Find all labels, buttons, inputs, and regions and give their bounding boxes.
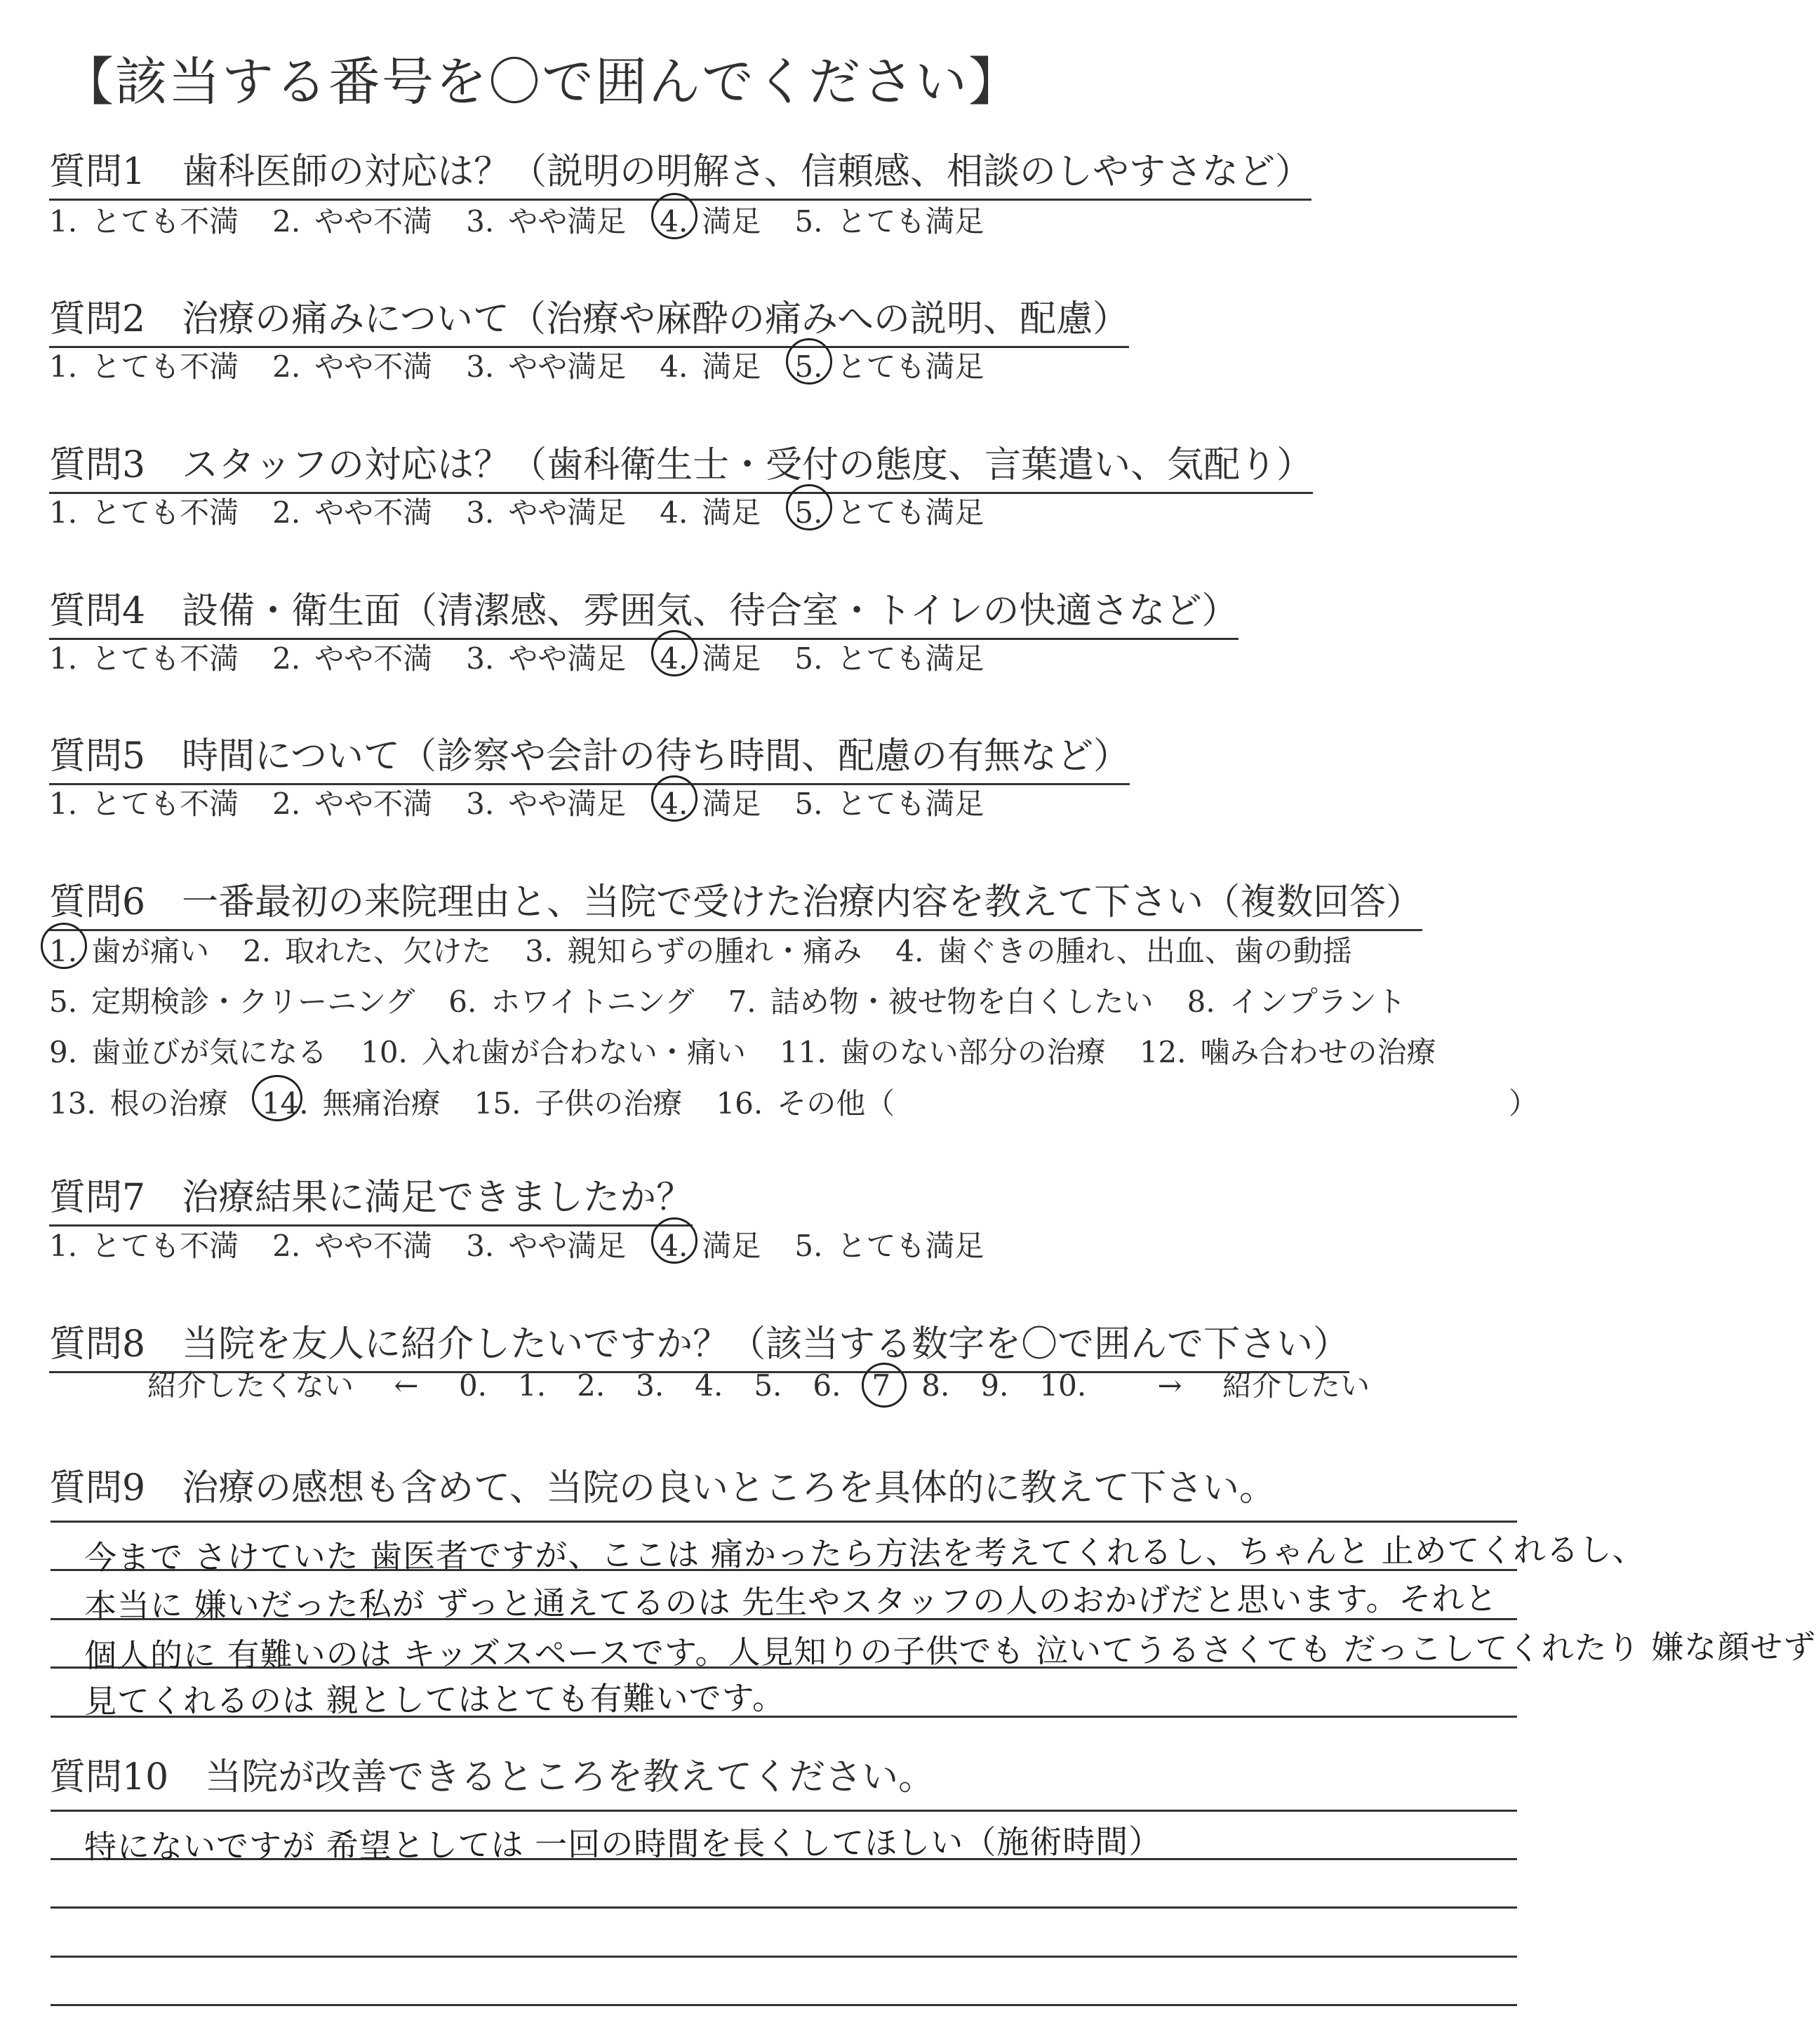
option-5[interactable] bbox=[794, 636, 984, 678]
option-number: 4. bbox=[660, 1229, 688, 1263]
scale-number[interactable]: 2. bbox=[577, 1368, 606, 1403]
q6-option-3[interactable] bbox=[525, 928, 862, 970]
option-number: 5. bbox=[794, 349, 823, 384]
q6-option-10[interactable] bbox=[361, 1029, 746, 1071]
scale-right-label: 紹介したい bbox=[1222, 1368, 1370, 1403]
option-number: 3. bbox=[466, 787, 495, 821]
option-number: 2. bbox=[272, 641, 301, 676]
option-label: 噛み合わせの治療 bbox=[1200, 1035, 1436, 1069]
option-label: とても満足 bbox=[836, 349, 984, 384]
q6-option-5[interactable] bbox=[49, 979, 415, 1021]
question-6-other-close: ） bbox=[1509, 1086, 1539, 1121]
option-number: 2. bbox=[243, 934, 272, 968]
option-5[interactable] bbox=[794, 344, 984, 386]
option-label: 満足 bbox=[702, 204, 761, 239]
option-1[interactable] bbox=[49, 781, 239, 823]
option-label: 満足 bbox=[702, 641, 761, 676]
option-label: インプラント bbox=[1229, 984, 1406, 1019]
option-label: とても不満 bbox=[91, 641, 239, 676]
option-3[interactable] bbox=[466, 781, 626, 823]
option-label: 歯ぐきの腫れ、出血、歯の動揺 bbox=[937, 934, 1352, 968]
scale-number[interactable]: 5. bbox=[754, 1368, 782, 1403]
scale-number[interactable]: 0. bbox=[458, 1368, 488, 1403]
option-number: 1. bbox=[49, 204, 78, 239]
option-number: 5. bbox=[794, 495, 823, 530]
option-number: 1. bbox=[49, 934, 78, 968]
option-number: 5. bbox=[794, 1229, 823, 1263]
option-label: やや満足 bbox=[508, 1229, 627, 1263]
option-label: 詰め物・被せ物を白くしたい bbox=[770, 984, 1154, 1019]
option-label: やや不満 bbox=[314, 204, 433, 239]
option-label: 親知らずの腫れ・痛み bbox=[567, 934, 862, 968]
option-number: 1. bbox=[49, 495, 78, 530]
option-label: 入れ歯が合わない・痛い bbox=[421, 1035, 746, 1069]
option-number: 12. bbox=[1139, 1035, 1187, 1069]
option-label: 根の治療 bbox=[109, 1086, 228, 1121]
option-number: 2. bbox=[272, 349, 301, 384]
q6-option-4[interactable] bbox=[895, 928, 1352, 970]
q6-option-6[interactable] bbox=[448, 979, 694, 1021]
q6-option-1[interactable] bbox=[49, 928, 209, 970]
option-number: 6. bbox=[448, 984, 477, 1019]
option-4[interactable] bbox=[660, 636, 761, 678]
option-number: 5. bbox=[794, 641, 823, 676]
option-label: 取れた、欠けた bbox=[285, 934, 492, 968]
option-label: とても不満 bbox=[91, 1229, 239, 1263]
q6-option-2[interactable] bbox=[243, 928, 491, 970]
question-8-title: 質問8 当院を友人に紹介したいですか？（該当する数字を〇で囲んで下さい） bbox=[49, 1314, 1349, 1373]
question-3-options bbox=[49, 490, 1017, 532]
option-2[interactable] bbox=[272, 781, 432, 823]
option-label: とても満足 bbox=[836, 787, 984, 821]
option-number: 3. bbox=[466, 204, 495, 239]
option-label: とても不満 bbox=[91, 349, 239, 384]
option-number: 8. bbox=[1187, 984, 1215, 1019]
option-label: 満足 bbox=[702, 787, 761, 821]
option-number: 1. bbox=[49, 641, 78, 676]
q6-option-12[interactable] bbox=[1140, 1029, 1436, 1071]
q6-option-16[interactable] bbox=[716, 1081, 895, 1123]
option-4[interactable] bbox=[660, 1223, 761, 1265]
option-label: やや満足 bbox=[508, 204, 627, 239]
option-number: 1. bbox=[49, 787, 78, 821]
option-number: 3. bbox=[466, 1229, 495, 1263]
option-label: 満足 bbox=[702, 1229, 761, 1263]
option-2[interactable] bbox=[272, 636, 432, 678]
q6-option-14[interactable] bbox=[262, 1081, 441, 1123]
scale-number[interactable]: 10. bbox=[1039, 1368, 1087, 1403]
option-number: 4. bbox=[895, 934, 924, 968]
option-label: やや満足 bbox=[508, 495, 627, 530]
option-1[interactable] bbox=[49, 490, 239, 532]
question-6-row-4 bbox=[49, 1081, 928, 1123]
q9-answer-line-1: 今まで さけていた 歯医者ですが、ここは 痛かったら方法を考えてくれるし、ちゃんと 止めてくれるし、 bbox=[84, 1530, 1645, 1577]
q6-option-7[interactable] bbox=[728, 979, 1154, 1021]
option-label: その他（ bbox=[777, 1086, 895, 1121]
option-3[interactable] bbox=[466, 344, 626, 386]
question-4-options bbox=[49, 636, 1017, 678]
q9-answer-line-4: 見てくれるのは 親としてはとても有難いです。 bbox=[84, 1678, 786, 1721]
option-number: 15. bbox=[474, 1086, 521, 1121]
question-10-title: 質問10 当院が改善できるところを教えてください。 bbox=[49, 1756, 935, 1798]
q9-answer-line-3: 個人的に 有難いのは キッズスペースです。人見知りの子供でも 泣いてうるさくても だっこしてくれたり 嫌な顔せず bbox=[84, 1627, 1816, 1675]
question-2-options bbox=[49, 344, 1017, 386]
scale-number[interactable]: 1. bbox=[518, 1368, 547, 1403]
question-1-title: 質問1 歯科医師の対応は？（説明の明解さ、信頼感、相談のしやすさなど） bbox=[49, 142, 1311, 201]
option-label: やや満足 bbox=[508, 641, 627, 676]
question-5-title: 質問5 時間について（診察や会計の待ち時間、配慮の有無など） bbox=[49, 726, 1130, 785]
option-2[interactable] bbox=[272, 199, 432, 241]
option-label: 歯が痛い bbox=[91, 934, 210, 968]
option-number: 1. bbox=[49, 349, 78, 384]
option-label: やや満足 bbox=[508, 787, 627, 821]
question-6-row-2 bbox=[49, 979, 1440, 1021]
option-number: 2. bbox=[272, 204, 301, 239]
option-number: 4. bbox=[660, 204, 688, 239]
option-5[interactable] bbox=[794, 1223, 984, 1265]
option-label: とても不満 bbox=[91, 204, 239, 239]
option-4[interactable] bbox=[660, 344, 761, 386]
scale-numbers bbox=[459, 1368, 1117, 1403]
question-4-title: 質問4 設備・衛生面（清潔感、雰囲気、待合室・トイレの快適さなど） bbox=[49, 581, 1239, 640]
option-label: 歯のない部分の治療 bbox=[840, 1035, 1106, 1069]
option-number: 4. bbox=[660, 349, 688, 384]
option-2[interactable] bbox=[272, 1223, 432, 1265]
option-4[interactable] bbox=[660, 781, 761, 823]
option-label: 歯並びが気になる bbox=[91, 1035, 328, 1069]
scale-number[interactable]: 6. bbox=[813, 1368, 841, 1403]
scale-number[interactable]: 3. bbox=[636, 1368, 665, 1403]
answer-rule bbox=[51, 1956, 1517, 1958]
option-2[interactable] bbox=[272, 344, 432, 386]
answer-rule bbox=[51, 2004, 1517, 2006]
option-label: やや不満 bbox=[314, 349, 433, 384]
question-7-options bbox=[49, 1223, 1017, 1265]
question-2-title: 質問2 治療の痛みについて（治療や麻酔の痛みへの説明、配慮） bbox=[49, 289, 1129, 348]
q9-answer-line-2: 本当に 嫌いだった私が ずっと通えてるのは 先生やスタッフの人のおかげだと思います。それと bbox=[84, 1579, 1498, 1625]
option-number: 10. bbox=[361, 1035, 408, 1069]
option-number: 2. bbox=[272, 1229, 301, 1263]
option-number: 3. bbox=[466, 349, 495, 384]
option-number: 14. bbox=[261, 1086, 309, 1121]
option-number: 9. bbox=[49, 1035, 78, 1069]
question-6-row-1 bbox=[49, 928, 1386, 970]
scale-left-arrow: ← bbox=[394, 1368, 419, 1403]
option-1[interactable] bbox=[49, 344, 239, 386]
option-label: とても満足 bbox=[836, 204, 984, 239]
option-label: やや満足 bbox=[508, 349, 627, 384]
option-label: とても満足 bbox=[836, 641, 984, 676]
option-number: 5. bbox=[49, 984, 78, 1019]
question-8-scale bbox=[147, 1363, 1401, 1405]
option-number: 5. bbox=[794, 204, 823, 239]
option-4[interactable] bbox=[660, 199, 761, 241]
q6-option-15[interactable] bbox=[474, 1081, 683, 1123]
option-1[interactable] bbox=[49, 1223, 239, 1265]
option-1[interactable] bbox=[49, 199, 239, 241]
option-label: やや不満 bbox=[314, 787, 433, 821]
q6-option-8[interactable] bbox=[1187, 979, 1406, 1021]
scale-number[interactable]: 7 bbox=[872, 1368, 891, 1403]
option-5[interactable] bbox=[794, 781, 984, 823]
scale-number[interactable]: 4. bbox=[695, 1368, 723, 1403]
option-4[interactable] bbox=[660, 490, 761, 532]
question-5-options bbox=[49, 781, 1017, 823]
q6-option-9[interactable] bbox=[49, 1029, 327, 1071]
option-number: 2. bbox=[272, 787, 301, 821]
option-number: 11. bbox=[779, 1035, 827, 1069]
option-label: ホワイトニング bbox=[490, 984, 695, 1019]
option-3[interactable] bbox=[466, 199, 626, 241]
option-number: 4. bbox=[660, 787, 688, 821]
option-number: 4. bbox=[660, 495, 688, 530]
option-label: 子供の治療 bbox=[535, 1086, 683, 1121]
q10-answer-line-1: 特にないですが 希望としては 一回の時間を長くしてほしい（施術時間） bbox=[84, 1822, 1162, 1866]
option-number: 3. bbox=[525, 934, 554, 968]
option-label: やや不満 bbox=[314, 1229, 433, 1263]
scale-left-label: 紹介したくない bbox=[147, 1368, 354, 1403]
option-number: 1. bbox=[49, 1229, 78, 1263]
answer-rule bbox=[51, 1521, 1517, 1523]
option-number: 4. bbox=[660, 641, 688, 676]
option-label: とても満足 bbox=[836, 495, 984, 530]
option-3[interactable] bbox=[466, 490, 626, 532]
option-2[interactable] bbox=[272, 490, 432, 532]
option-label: 無痛治療 bbox=[322, 1086, 441, 1121]
option-label: とても不満 bbox=[91, 495, 239, 530]
option-label: やや不満 bbox=[314, 641, 433, 676]
option-3[interactable] bbox=[466, 636, 626, 678]
option-number: 2. bbox=[272, 495, 301, 530]
scale-number[interactable]: 8. bbox=[921, 1368, 950, 1403]
option-3[interactable] bbox=[466, 1223, 626, 1265]
answer-rule bbox=[51, 1810, 1517, 1812]
option-number: 3. bbox=[466, 495, 495, 530]
scale-number[interactable]: 9. bbox=[980, 1368, 1009, 1403]
header-instruction: 【該当する番号を〇で囲んでください】 bbox=[62, 52, 1022, 112]
option-number: 7. bbox=[728, 984, 756, 1019]
option-number: 16. bbox=[716, 1086, 763, 1121]
question-9-title: 質問9 治療の感想も含めて、当院の良いところを具体的に教えて下さい。 bbox=[49, 1467, 1276, 1509]
question-7-title: 質問7 治療結果に満足できましたか？ bbox=[49, 1168, 693, 1227]
question-6-title: 質問6 一番最初の来院理由と、当院で受けた治療内容を教えて下さい（複数回答） bbox=[49, 872, 1422, 931]
option-label: 満足 bbox=[702, 349, 761, 384]
answer-rule bbox=[51, 1906, 1517, 1909]
q6-option-13[interactable] bbox=[49, 1081, 228, 1123]
question-1-options bbox=[49, 199, 1017, 241]
option-label: 満足 bbox=[702, 495, 761, 530]
question-3-title: 質問3 スタッフの対応は？（歯科衛生士・受付の態度、言葉遣い、気配り） bbox=[49, 435, 1313, 494]
option-number: 3. bbox=[466, 641, 495, 676]
option-label: とても満足 bbox=[836, 1229, 984, 1263]
option-5[interactable] bbox=[794, 199, 984, 241]
option-1[interactable] bbox=[49, 636, 239, 678]
option-label: とても不満 bbox=[91, 787, 239, 821]
option-5[interactable] bbox=[794, 490, 984, 532]
option-number: 13. bbox=[49, 1086, 96, 1121]
option-label: 定期検診・クリーニング bbox=[91, 984, 415, 1019]
q6-option-11[interactable] bbox=[780, 1029, 1106, 1071]
question-6-row-3 bbox=[49, 1029, 1470, 1071]
option-label: やや不満 bbox=[314, 495, 433, 530]
scale-right-arrow: → bbox=[1157, 1368, 1182, 1403]
option-number: 5. bbox=[794, 787, 823, 821]
